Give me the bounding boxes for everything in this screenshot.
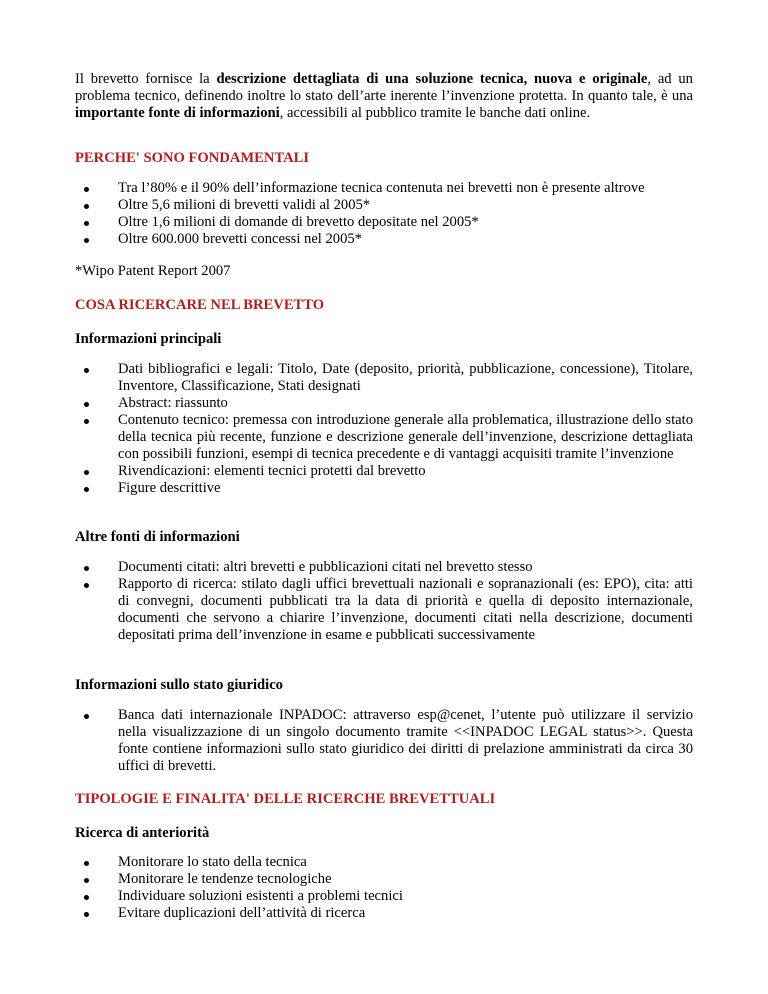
list-item-text: Oltre 5,6 milioni di brevetti validi al 2005*: [118, 197, 371, 213]
bullet-list: [75, 180, 693, 248]
list-item-text: Evitare duplicazioni dell’attività di ricerca: [118, 905, 366, 921]
subsection-heading: Informazioni sullo stato giuridico: [75, 677, 283, 693]
intro-bold-text: descrizione dettagliata di una soluzione tecnica, nuova e originale: [216, 71, 648, 87]
bullet-icon: [84, 912, 89, 917]
list-item: [75, 707, 693, 775]
list-item: [75, 361, 693, 395]
bullet-list: [75, 854, 693, 922]
bullet-icon: [84, 566, 89, 571]
list-item: [75, 395, 693, 412]
list-item-text: Oltre 1,6 milioni di domande di brevetto depositate nel 2005*: [118, 214, 479, 230]
section-heading: PERCHE' SONO FONDAMENTALI: [75, 150, 310, 166]
list-item-text: Abstract: riassunto: [118, 395, 228, 411]
intro-text: , ad un problema tecnico, definendo inoltre lo stato dell’arte inerente l’invenzione protetta. In quanto tale, è una: [75, 71, 693, 104]
list-item: [75, 231, 693, 248]
list-item: [75, 480, 693, 497]
list-item-text: Figure descrittive: [118, 480, 221, 496]
list-item-text: Banca dati internazionale INPADOC: attraverso esp@cenet, l’utente può utilizzare il servizio nella visualizzazione di un singolo documento tramite <<INPADOC LEGAL status>>. Questa fonte contiene informazioni sullo stato giuridico dei diritti di prelazione amministrati da circa 30 uffici di brevetti.: [118, 707, 693, 774]
bullet-list: [75, 361, 693, 497]
section-heading: COSA RICERCARE NEL BREVETTO: [75, 297, 325, 313]
list-item-text: Tra l’80% e il 90% dell’informazione tecnica contenuta nei brevetti non è presente altrove: [118, 180, 645, 196]
list-item: [75, 888, 693, 905]
bullet-icon: [84, 878, 89, 883]
subsection-heading: Ricerca di anteriorità: [75, 825, 210, 841]
intro-paragraph: [75, 71, 693, 122]
list-item: [75, 180, 693, 197]
bullet-icon: [84, 583, 89, 588]
list-item: [75, 559, 693, 576]
list-item-text: Monitorare lo stato della tecnica: [118, 854, 307, 870]
bullet-icon: [84, 861, 89, 866]
list-item: [75, 463, 693, 480]
bullet-icon: [84, 470, 89, 475]
list-item-text: Oltre 600.000 brevetti concessi nel 2005*: [118, 231, 362, 247]
intro-text: , accessibili al pubblico tramite le banche dati online.: [279, 105, 591, 121]
list-item-text: Dati bibliografici e legali: Titolo, Date (deposito, priorità, pubblicazione, concessione), Titolare, Inventore, Classificazione, Stati designati: [118, 361, 693, 394]
list-item-text: Contenuto tecnico: premessa con introduzione generale alla problematica, illustrazione dello stato della tecnica più recente, funzione e descrizione generale dell’invenzione, descrizione dettagliata con possibili funzioni, esempi di tecnica precedente e di vantaggi acquisiti tramite l’invenzione: [118, 412, 693, 462]
bullet-icon: [84, 238, 89, 243]
bullet-list: [75, 707, 693, 775]
bullet-list: [75, 559, 693, 644]
intro-text: Il brevetto fornisce la: [75, 71, 217, 87]
bullet-icon: [84, 402, 89, 407]
list-item: [75, 576, 693, 644]
list-item: [75, 905, 693, 922]
list-item: [75, 871, 693, 888]
bullet-icon: [84, 187, 89, 192]
list-item-text: Rivendicazioni: elementi tecnici protetti dal brevetto: [118, 463, 426, 479]
list-item-text: Rapporto di ricerca: stilato dagli uffici brevettuali nazionali e sopranazionali (es: EPO), cita: atti di convegni, documenti pubblicati tra la data di priorità e quella di deposito internazionale, documenti che servono a chiarire l’invenzione, documenti citati nella descrizione, documenti depositati prima dell’invenzione in esame e pubblicati successivamente: [118, 576, 693, 643]
list-item: [75, 197, 693, 214]
bullet-icon: [84, 204, 89, 209]
section-heading: TIPOLOGIE E FINALITA' DELLE RICERCHE BREVETTUALI: [75, 791, 496, 807]
list-item: [75, 412, 693, 463]
bullet-icon: [84, 487, 89, 492]
bullet-icon: [84, 221, 89, 226]
bullet-icon: [84, 714, 89, 719]
subsection-heading: Informazioni principali: [75, 331, 222, 347]
list-item-text: Monitorare le tendenze tecnologiche: [118, 871, 332, 887]
bullet-icon: [84, 895, 89, 900]
intro-bold-text: importante fonte di informazioni: [75, 105, 280, 121]
list-item-text: Documenti citati: altri brevetti e pubblicazioni citati nel brevetto stesso: [118, 559, 533, 575]
subsection-heading: Altre fonti di informazioni: [75, 529, 240, 545]
list-item: [75, 854, 693, 871]
footnote: *Wipo Patent Report 2007: [75, 263, 231, 279]
list-item: [75, 214, 693, 231]
bullet-icon: [84, 368, 89, 373]
list-item-text: Individuare soluzioni esistenti a problemi tecnici: [118, 888, 403, 904]
bullet-icon: [84, 419, 89, 424]
